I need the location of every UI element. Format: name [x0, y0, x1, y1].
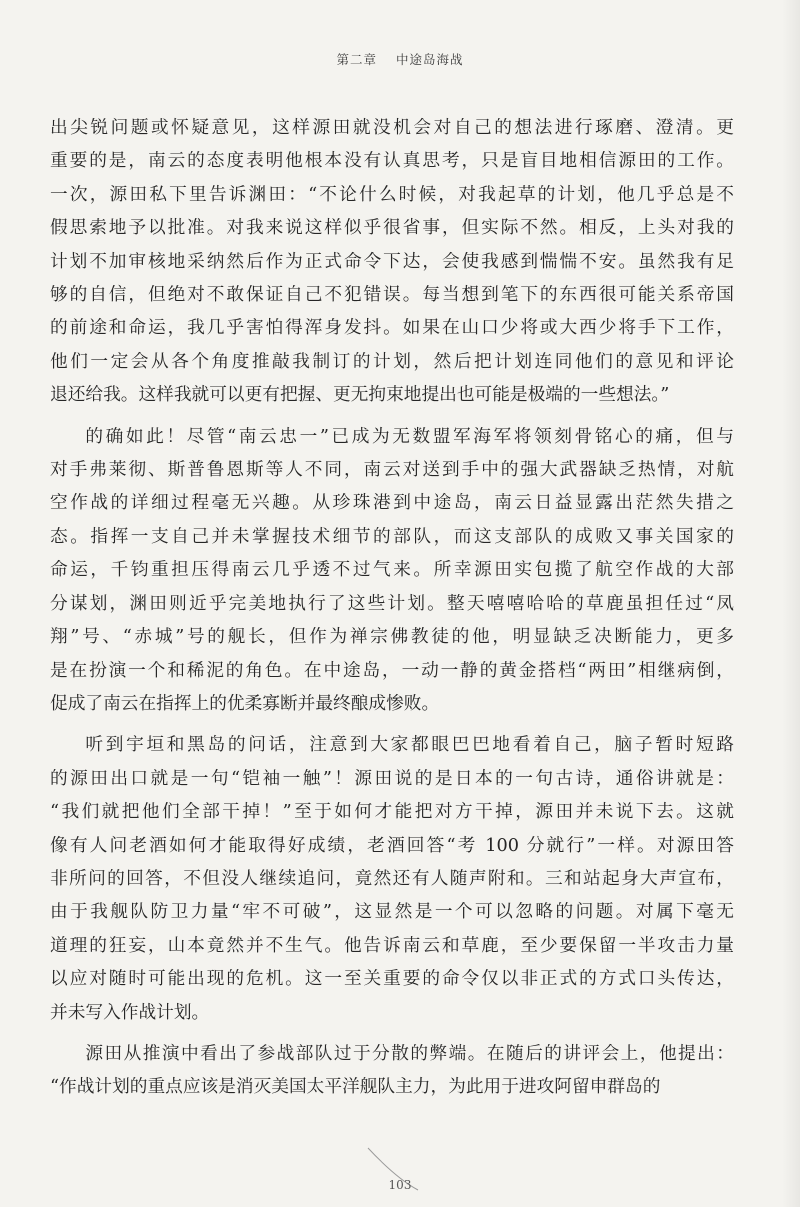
paragraph-gap [50, 1030, 734, 1038]
text-line: 翔”号、“赤城”号的舰长，但作为禅宗佛教徒的他，明显缺乏决断能力，更多 [50, 627, 734, 648]
text-line: 的源田出口就是一句“铠袖一触”！源田说的是日本的一句古诗，通俗讲就是： [50, 768, 734, 789]
page-edge-shadow [782, 0, 800, 1207]
text-line: 一次，源田私下里告诉渊田：“不论什么时候，对我起草的计划，他几乎总是不 [50, 184, 734, 205]
text-line: 的前途和命运，我几乎害怕得浑身发抖。如果在山口少将或大西少将手下工作， [50, 318, 734, 339]
text-line: “作战计划的重点应该是消灭美国太平洋舰队主力，为此用于进攻阿留申群岛的 [50, 1077, 661, 1098]
page-number: 103 [388, 1178, 412, 1192]
text-line: 由于我舰队防卫力量“牢不可破”，这显然是一个可以忽略的问题。对属下毫无 [50, 902, 734, 923]
running-header [0, 50, 800, 68]
text-line: 并未写入作战计划。 [50, 1002, 210, 1023]
text-line: 分谋划，渊田则近乎完美地执行了这些计划。整天嘻嘻哈哈的草鹿虽担任过“凤 [50, 593, 734, 614]
text-line: 假思索地予以批准。对我来说这样似乎很省事，但实际不然。相反，上头对我的 [50, 218, 734, 239]
text-line: 的确如此！尽管“南云忠一”已成为无数盟军海军将领刻骨铭心的痛，但与 [85, 426, 734, 447]
paragraph [50, 112, 734, 413]
text-line: 源田从推演中看出了参战部队过于分散的弊端。在随后的讲评会上，他提出： [85, 1043, 734, 1064]
text-line: 态。指挥一支自己并未掌握技术细节的部队，而这支部队的成败又事关国家的 [50, 526, 734, 547]
text-line: 重要的是，南云的态度表明他根本没有认真思考，只是盲目地相信源田的工作。 [50, 151, 734, 172]
text-line: 他们一定会从各个角度推敲我制订的计划，然后把计划连同他们的意见和评论 [50, 351, 734, 372]
text-line: 计划不加审核地采纳然后作为正式命令下达，会使我感到惴惴不安。虽然我有足 [50, 251, 734, 272]
text-line: 听到宇垣和黑岛的问话，注意到大家都眼巴巴地看着自己，脑子暂时短路 [85, 735, 734, 756]
paragraph [50, 1038, 734, 1105]
text-line: 以应对随时可能出现的危机。这一至关重要的命令仅以非正式的方式口头传达， [50, 969, 734, 990]
chapter-title: 中途岛海战 [395, 52, 464, 67]
paragraph [50, 729, 734, 1030]
chapter-label: 第二章 [336, 52, 377, 67]
paragraph-gap [50, 413, 734, 421]
text-line: 对手弗莱彻、斯普鲁恩斯等人不同，南云对送到手中的强大武器缺乏热情，对航 [50, 460, 734, 481]
text-line: 是在扮演一个和稀泥的角色。在中途岛，一动一静的黄金搭档“两田”相继病倒， [50, 660, 734, 681]
text-line: 促成了南云在指挥上的优柔寡断并最终酿成惨败。 [50, 693, 440, 714]
text-line: 空作战的详细过程毫无兴趣。从珍珠港到中途岛，南云日益显露出茫然失措之 [50, 493, 734, 514]
body-text [50, 112, 734, 1105]
text-line: 命运，千钧重担压得南云几乎透不过气来。所幸源田实包揽了航空作战的大部 [50, 560, 734, 581]
paragraph [50, 421, 734, 722]
text-line: 道理的狂妄，山本竟然并不生气。他告诉南云和草鹿，至少要保留一半攻击力量 [50, 935, 734, 956]
scan-mark [366, 1146, 436, 1206]
text-line: 够的自信，但绝对不敢保证自己不犯错误。每当想到笔下的东西很可能关系帝国 [50, 285, 734, 306]
text-line: “我们就把他们全部干掉！”至于如何才能把对方干掉，源田并未说下去。这就 [50, 802, 734, 823]
text-line: 退还给我。这样我就可以更有把握、更无拘束地提出也可能是极端的一些想法。” [50, 385, 670, 406]
text-line: 非所问的回答，不但没人继续追问，竟然还有人随声附和。三和站起身大声宣布， [50, 868, 734, 889]
paragraph-gap [50, 721, 734, 729]
text-line: 出尖锐问题或怀疑意见，这样源田就没机会对自己的想法进行琢磨、澄清。更 [50, 118, 734, 138]
text-line: 像有人问老酒如何才能取得好成绩，老酒回答“考 100 分就行”一样。对源田答 [50, 835, 734, 856]
